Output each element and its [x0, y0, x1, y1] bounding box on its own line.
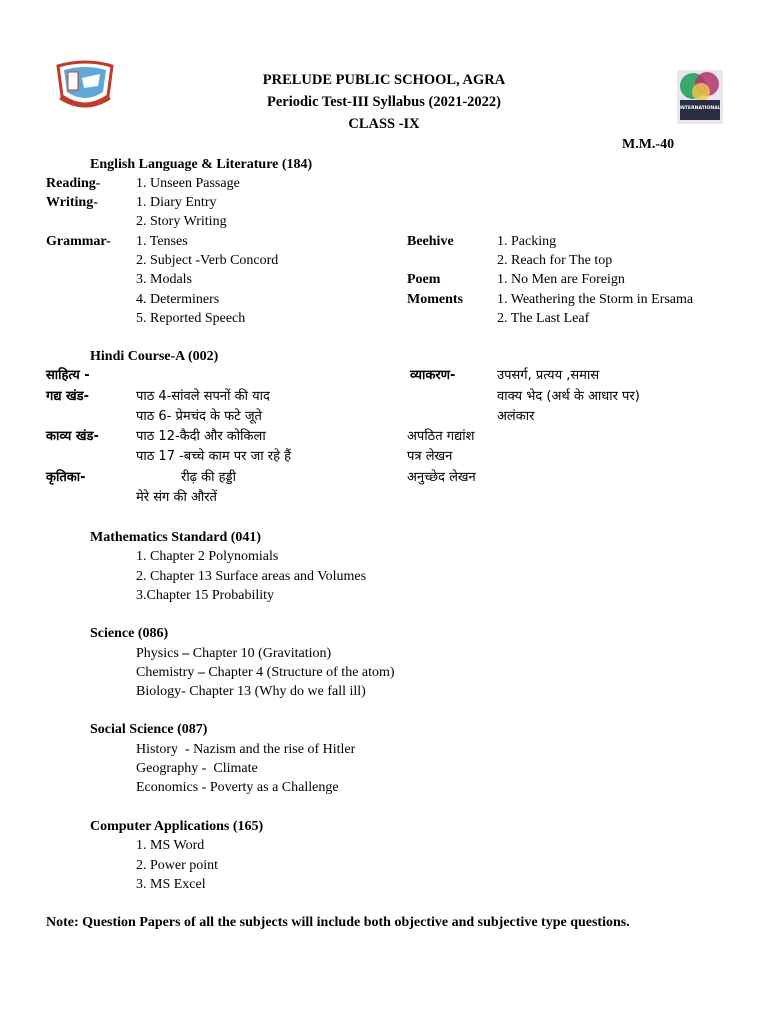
- gadya-label: गद्य खंड-: [46, 389, 90, 404]
- poem-label: Poem: [407, 272, 441, 287]
- hindi-other-item: पत्र लेखन: [407, 449, 453, 464]
- science-item: [136, 663, 395, 682]
- writing-label: Writing-: [46, 195, 98, 210]
- maths-item: 3.Chapter 15 Probability: [136, 588, 275, 603]
- class-label: CLASS -IX: [348, 116, 420, 132]
- sahitya-label: साहित्य -: [46, 368, 90, 383]
- vyakaran-item: वाक्य भेद (अर्थ के आधार पर): [497, 389, 640, 404]
- badge-text: INTERNATIONAL: [679, 106, 721, 111]
- social-item: Geography - Climate: [136, 761, 258, 776]
- hindi-other-item: अनुच्छेद लेखन: [407, 470, 476, 485]
- science-topic: Chapter 13 (Why do we fall ill): [189, 684, 366, 699]
- gadya-item: पाठ 4-सांवले सपनों की याद: [136, 389, 270, 404]
- test-title: Periodic Test-III Syllabus (2021-2022): [266, 94, 502, 110]
- gadya-item: पाठ 6- प्रेमचंद के फटे जूते: [136, 409, 262, 424]
- grammar-item: 5. Reported Speech: [136, 311, 246, 326]
- beehive-item: 1. Packing: [497, 234, 557, 249]
- reading-label: Reading-: [46, 176, 101, 191]
- school-name: PRELUDE PUBLIC SCHOOL, AGRA: [262, 72, 506, 88]
- science-subject: Biology: [136, 684, 182, 699]
- computer-heading: Computer Applications (165): [90, 819, 264, 834]
- computer-item: 3. MS Excel: [136, 877, 206, 892]
- vyakaran-item: अलंकार: [497, 409, 535, 424]
- science-separator: -: [181, 684, 190, 699]
- science-subject: Chemistry: [136, 665, 195, 680]
- kritika-label: कृतिका-: [46, 470, 86, 485]
- grammar-item: 4. Determiners: [136, 292, 220, 307]
- social-heading: Social Science (087): [90, 722, 208, 737]
- kritika-item: रीढ़ की हड्डी: [181, 470, 236, 485]
- hindi-heading: Hindi Course-A (002): [90, 349, 219, 364]
- reading-item: 1. Unseen Passage: [136, 176, 240, 191]
- science-heading: Science (086): [90, 626, 169, 641]
- hindi-other-item: अपठित गद्यांश: [407, 429, 475, 444]
- science-separator: –: [194, 665, 209, 680]
- grammar-item: 1. Tenses: [136, 234, 188, 249]
- social-item: Economics - Poverty as a Challenge: [136, 780, 339, 795]
- max-marks: M.M.-40: [622, 137, 675, 152]
- note-text: Note: Question Papers of all the subjects will include both objective and subjective type questions.: [46, 915, 630, 930]
- grammar-item: 3. Modals: [136, 272, 192, 287]
- kavya-item: पाठ 17 -बच्चे काम पर जा रहे हैं: [136, 449, 292, 464]
- science-item: [136, 644, 331, 663]
- vyakaran-label: व्याकरण-: [410, 368, 456, 383]
- grammar-item: 2. Subject -Verb Concord: [136, 253, 279, 268]
- science-topic: Chapter 4 (Structure of the atom): [208, 665, 395, 680]
- english-heading: English Language & Literature (184): [90, 157, 313, 172]
- social-item: History - Nazism and the rise of Hitler: [136, 742, 356, 757]
- poem-item: 1. No Men are Foreign: [497, 272, 625, 287]
- kritika-item: मेरे संग की औरतें: [136, 490, 217, 505]
- computer-item: 1. MS Word: [136, 838, 205, 853]
- science-subject: Physics: [136, 646, 179, 661]
- science-topic: Chapter 10 (Gravitation): [192, 646, 332, 661]
- writing-item: 1. Diary Entry: [136, 195, 217, 210]
- writing-item: 2. Story Writing: [136, 214, 227, 229]
- kavya-label: काव्य खंड-: [46, 429, 99, 444]
- beehive-item: 2. Reach for The top: [497, 253, 613, 268]
- maths-heading: Mathematics Standard (041): [90, 530, 262, 545]
- maths-item: 1. Chapter 2 Polynomials: [136, 549, 279, 564]
- grammar-label: Grammar-: [46, 234, 111, 249]
- maths-item: 2. Chapter 13 Surface areas and Volumes: [136, 569, 367, 584]
- kavya-item: पाठ 12-कैदी और कोकिला: [136, 429, 266, 444]
- moments-item: 2. The Last Leaf: [497, 311, 590, 326]
- computer-item: 2. Power point: [136, 858, 219, 873]
- moments-label: Moments: [407, 292, 463, 307]
- science-separator: –: [178, 646, 193, 661]
- beehive-label: Beehive: [407, 234, 454, 249]
- science-item: [136, 682, 366, 701]
- moments-item: 1. Weathering the Storm in Ersama: [497, 292, 694, 307]
- vyakaran-item: उपसर्ग, प्रत्यय ,समास: [497, 368, 600, 383]
